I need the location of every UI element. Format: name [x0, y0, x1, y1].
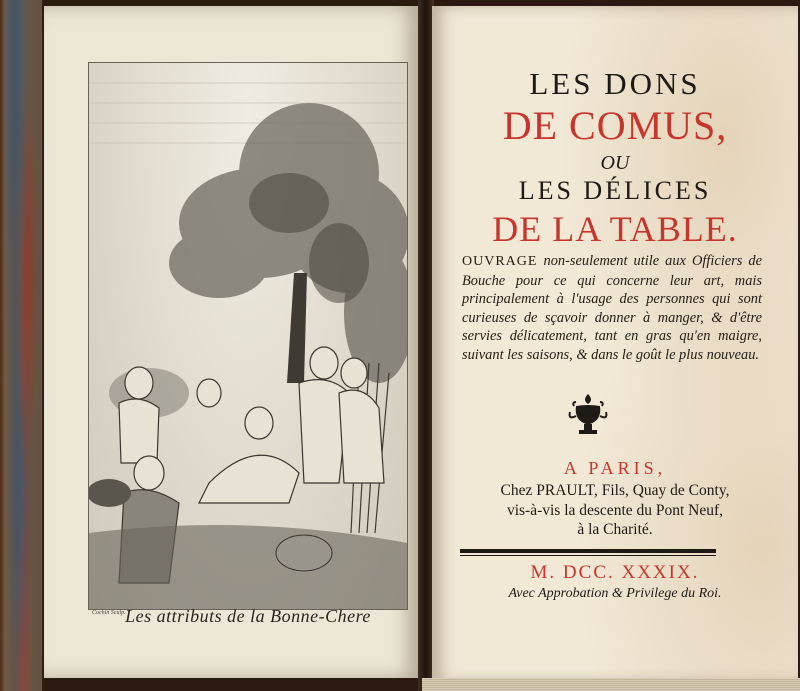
frontispiece-caption: Les attributs de la Bonne-Chere: [125, 606, 371, 626]
title-description: [462, 252, 762, 364]
page-edges: [422, 678, 800, 691]
vase-ornament-icon: [568, 390, 608, 440]
frontispiece-engraving: [88, 62, 408, 610]
title-line-4: LES DÉLICES: [518, 176, 712, 205]
engraving-illustration: [89, 63, 407, 609]
double-rule-thick: [460, 549, 716, 553]
double-rule-thin: [460, 555, 716, 556]
imprint-year: M. DCC. XXXIX.: [530, 562, 700, 583]
imprint-address: vis-à-vis la descente du Pont Neuf,: [506, 502, 724, 519]
title-line-2: DE COMUS,: [502, 103, 728, 148]
imprint-place: A PARIS,: [563, 458, 667, 478]
description-text: non-seulement utile aux Officiers de Bouche pour ce qui concerne leur art, mais principalement à l'usage des personnes qui sont curieuses de sçavoir donner à manger, & d'être servies délicatement, tant en gras qu'en maigre, suivant les saisons, & dans le goût le plus nouveau.: [462, 253, 762, 363]
royal-privilege: Avec Approbation & Privilege du Roi.: [508, 586, 722, 601]
imprint-sign: à la Charité.: [577, 521, 653, 538]
description-lead: OUVRAGE: [462, 254, 538, 269]
title-page: [432, 6, 798, 682]
tree-foliage: [169, 103, 407, 383]
title-line-1: LES DONS: [529, 66, 701, 101]
left-page: [44, 6, 422, 678]
engraver-signature: Cochin Sculp.: [92, 610, 126, 616]
title-line-5: DE LA TABLE.: [492, 209, 738, 249]
title-conjunction: OU: [600, 152, 630, 174]
marbled-cover: [4, 0, 42, 691]
imprint-publisher: Chez PRAULT, Fils, Quay de Conty,: [500, 482, 730, 499]
